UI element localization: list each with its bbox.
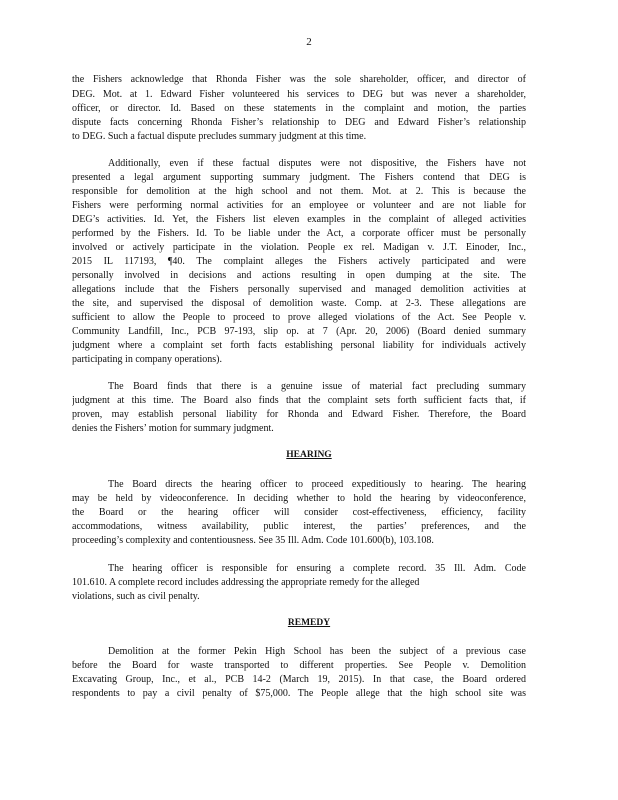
- paragraph-line: to DEG. Such a factual dispute precludes summary judgment at this time.: [72, 131, 367, 142]
- paragraph-line: violations, such as civil penalty.: [72, 591, 200, 602]
- paragraph-line: sufficient to allow the People to proceed to prove alleged violations of the Act. See People v.: [72, 312, 526, 323]
- paragraph-line: DEG. Mot. at 1. Edward Fisher volunteered his services to DEG but was never a shareholder,: [72, 89, 526, 100]
- paragraph-line: performed by the Fishers. Id. To be liable under the Act, a corporate officer must be personally: [72, 228, 526, 239]
- paragraph-line: may be held by videoconference. In deciding whether to hold the hearing by videoconference,: [72, 493, 526, 504]
- paragraph-line: respondents to pay a civil penalty of $75,000. The People allege that the high school site was: [72, 688, 526, 699]
- paragraph-line: involved or actively participate in the violation. People ex rel. Madigan v. J.T. Einoder, Inc.,: [72, 242, 526, 253]
- paragraph-line: The Board finds that there is a genuine issue of material fact precluding summary: [108, 381, 526, 392]
- paragraph-line: Community Landfill, Inc., PCB 97-193, slip op. at 7 (Apr. 20, 2006) (Board denied summary: [72, 326, 526, 337]
- paragraph-line: the Board or the hearing officer will consider cost-effectiveness, efficiency, facility: [72, 507, 526, 518]
- paragraph-line: 101.610. A complete record includes addressing the appropriate remedy for the alleged: [72, 577, 420, 588]
- paragraph-line: dispute facts concerning Rhonda Fisher’s relationship to DEG and Edward Fisher’s relationship: [72, 117, 526, 128]
- paragraph-line: 2015 IL 117193, ¶40. The complaint alleges the Fishers actively participated and were: [72, 256, 526, 267]
- paragraph-line: judgment where a complaint set forth facts establishing personal liability for individuals actively: [72, 340, 526, 351]
- paragraph-line: proceeding’s complexity and contentiousness. See 35 Ill. Adm. Code 101.600(b), 103.108.: [72, 535, 434, 546]
- section-heading-hearing: HEARING: [286, 450, 332, 460]
- paragraph-line: Additionally, even if these factual disputes were not dispositive, the Fishers have not: [108, 158, 526, 169]
- paragraph-line: participating in company operations).: [72, 354, 222, 365]
- paragraph-line: the Fishers acknowledge that Rhonda Fisher was the sole shareholder, officer, and director of: [72, 74, 526, 85]
- paragraph-line: allegations include that the Fishers personally supervised and managed demolition activities at: [72, 284, 526, 295]
- section-heading-remedy: REMEDY: [287, 618, 331, 628]
- paragraph-line: judgment at this time. The Board also finds that the complaint sets forth sufficient facts that, if: [72, 395, 526, 406]
- paragraph-line: Demolition at the former Pekin High School has been the subject of a previous case: [108, 646, 526, 657]
- paragraph-line: officer, or director. Id. Based on these statements in the complaint and motion, the parties: [72, 103, 526, 114]
- paragraph-line: Excavating Group, Inc., et al., PCB 14-2 (March 19, 2015). In that case, the Board ordered: [72, 674, 526, 685]
- paragraph-line: responsible for demolition at the high school and not them. Mot. at 2. This is because the: [72, 186, 526, 197]
- paragraph-line: Fishers were performing normal activities for an employee or volunteer and are not liable for: [72, 200, 526, 211]
- paragraph-line: personally involved in decisions and actions resulting in open dumping at the site. The: [72, 270, 526, 281]
- paragraph-line: denies the Fishers’ motion for summary judgment.: [72, 423, 274, 434]
- paragraph-line: The Board directs the hearing officer to proceed expeditiously to hearing. The hearing: [108, 479, 526, 490]
- paragraph-line: accommodations, witness availability, public interest, the parties’ preferences, and the: [72, 521, 526, 532]
- paragraph-line: the site, and supervised the disposal of demolition waste. Comp. at 2-3. These allegations are: [72, 298, 526, 309]
- paragraph-line: presented a legal argument supporting summary judgment. The Fishers contend that DEG is: [72, 172, 526, 183]
- page-number: 2: [306, 36, 312, 48]
- paragraph-line: The hearing officer is responsible for ensuring a complete record. 35 Ill. Adm. Code: [108, 563, 526, 574]
- paragraph-line: proven, may establish personal liability for Rhonda and Edward Fisher. Therefore, the Board: [72, 409, 526, 420]
- paragraph-line: before the Board for waste transported to different properties. See People v. Demolition: [72, 660, 526, 671]
- paragraph-line: DEG’s activities. Id. Yet, the Fishers list eleven examples in the complaint of alleged activities: [72, 214, 526, 225]
